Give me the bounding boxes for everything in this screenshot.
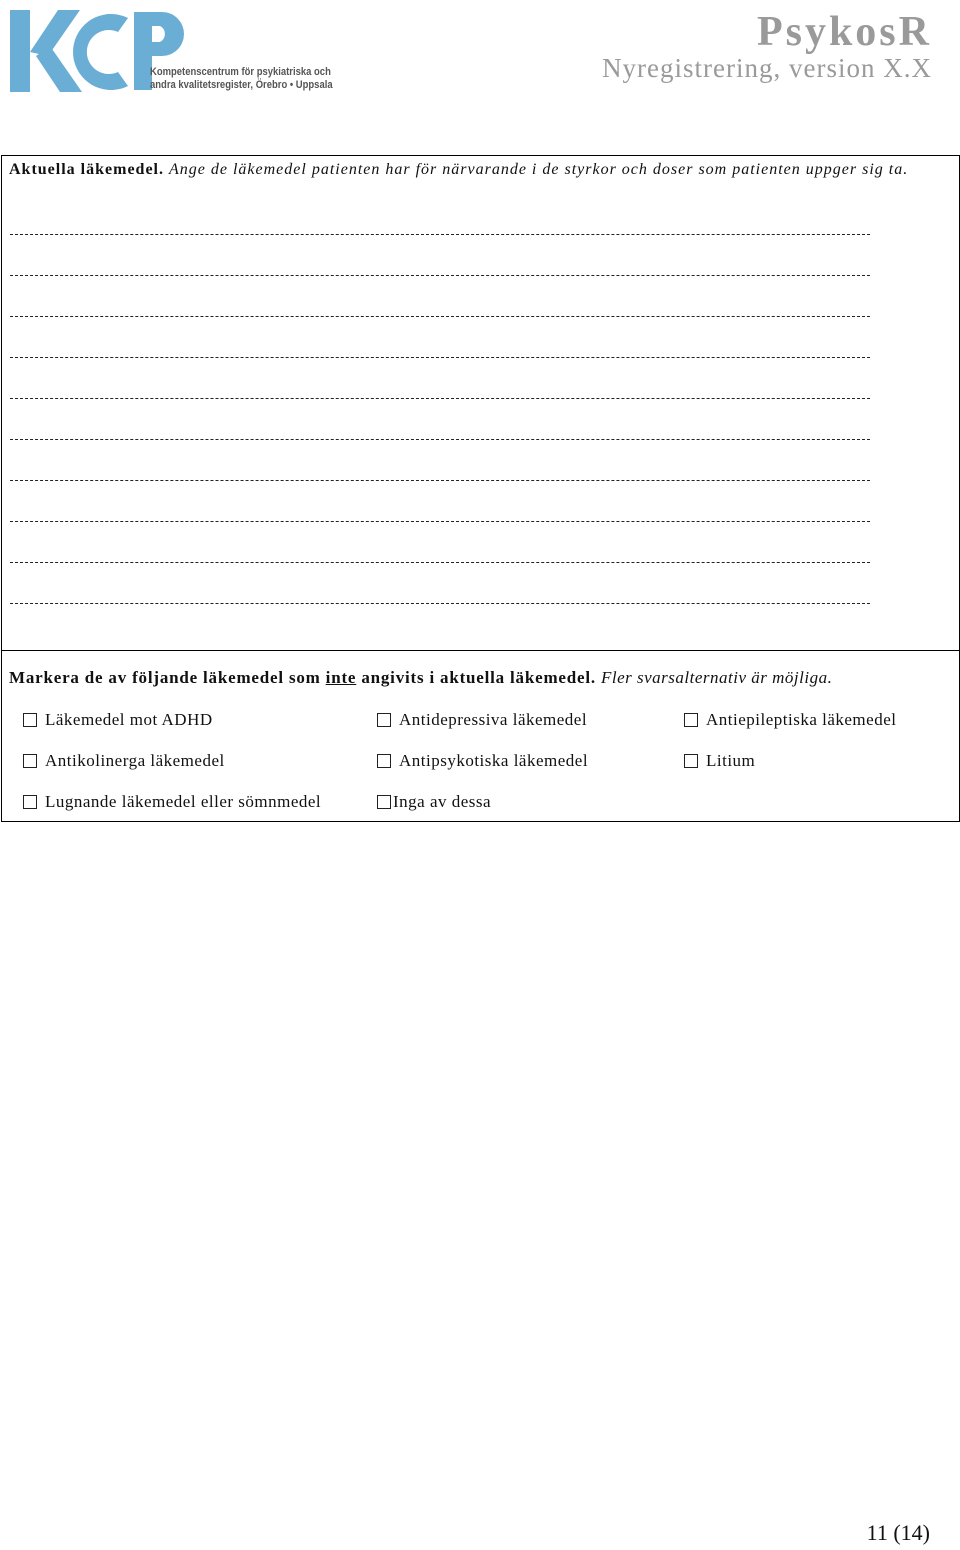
exclusion-section [1,649,960,822]
option-antidepressiva[interactable] [377,710,587,730]
checkbox[interactable] [684,713,698,727]
answer-line-9[interactable] [10,562,870,563]
document-title: PsykosR [756,9,932,55]
exclusion-hint: Fler svarsalternativ är möjliga. [601,668,833,687]
option-inga[interactable] [377,792,491,812]
option-antikolinerga[interactable] [23,751,225,771]
current-meds-label: Aktuella läkemedel. [9,161,164,178]
answer-line-4[interactable] [10,357,870,358]
exclusion-question [9,668,832,688]
option-antipsykotiska[interactable] [377,751,588,771]
current-meds-instruction: Ange de läkemedel patienten har för närvarande i de styrkor och doser som patienten uppger sig ta. [169,161,909,178]
option-label: Inga av dessa [393,792,492,811]
option-label: Antipsykotiska läkemedel [399,751,589,770]
option-adhd[interactable] [23,710,213,730]
answer-line-3[interactable] [10,316,870,317]
checkbox[interactable] [23,713,37,727]
answer-line-5[interactable] [10,398,870,399]
checkbox[interactable] [377,795,391,809]
option-label: Antikolinerga läkemedel [45,751,225,770]
answer-line-10[interactable] [10,603,870,604]
checkbox[interactable] [377,713,391,727]
option-label: Lugnande läkemedel eller sömnmedel [45,792,322,811]
option-litium[interactable] [684,751,755,771]
option-label: Litium [706,751,756,770]
option-label: Läkemedel mot ADHD [45,710,213,729]
answer-line-6[interactable] [10,439,870,440]
exclusion-label-underlined: inte [325,668,357,687]
current-meds-heading [9,159,909,180]
page-number: 11 (14) [866,1520,930,1545]
current-meds-section [1,155,960,651]
kcp-logo [10,8,340,98]
checkbox[interactable] [23,795,37,809]
answer-line-8[interactable] [10,521,870,522]
checkbox[interactable] [23,754,37,768]
answer-line-7[interactable] [10,480,870,481]
option-lugnande[interactable] [23,792,321,812]
document-subtitle: Nyregistrering, version X.X [602,53,932,83]
answer-line-1[interactable] [10,234,870,235]
answer-line-2[interactable] [10,275,870,276]
checkbox[interactable] [377,754,391,768]
option-label: Antiepileptiska läkemedel [706,710,897,729]
option-label: Antidepressiva läkemedel [399,710,588,729]
exclusion-label-before: Markera de av följande läkemedel som [9,668,326,687]
logo-tagline: Kompetenscentrum för psykiatriska och andra kvalitetsregister, Örebro • Uppsala [150,66,333,91]
exclusion-label-after: angivits i aktuella läkemedel. [356,668,596,687]
checkbox[interactable] [684,754,698,768]
option-antiepileptiska[interactable] [684,710,896,730]
